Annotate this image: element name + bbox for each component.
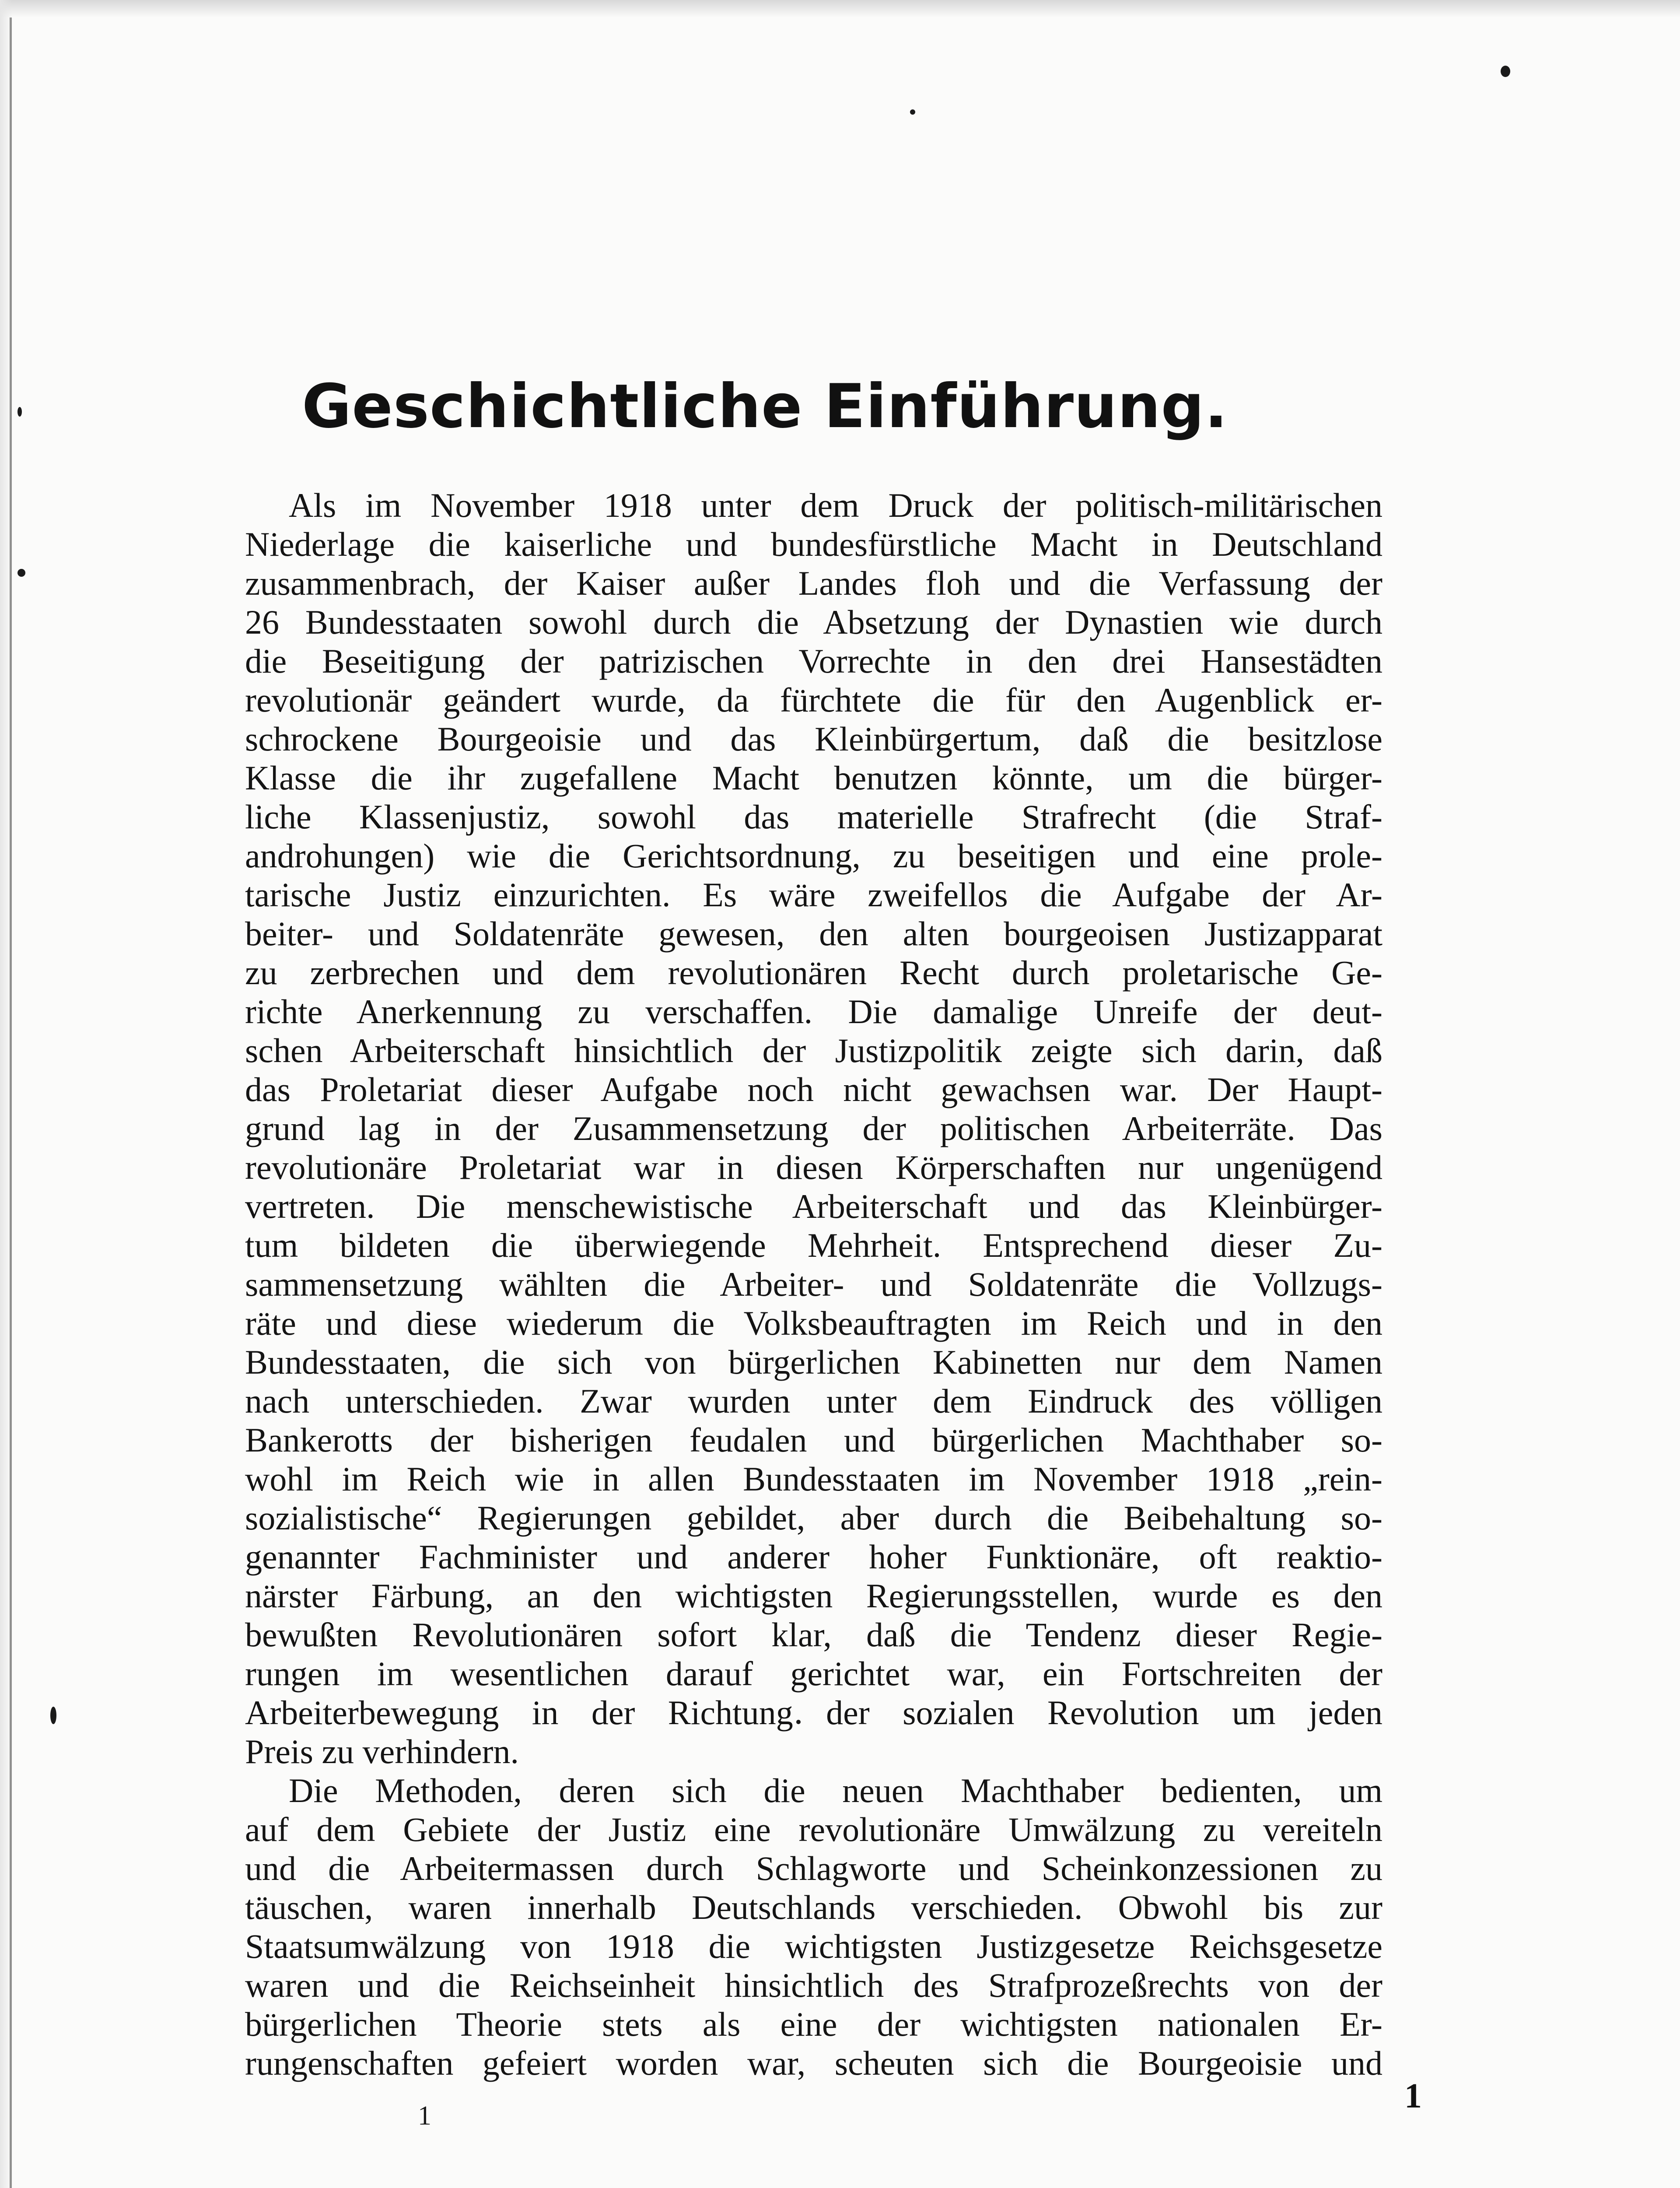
text-line: Bundesstaaten, die sich von bürgerlichen Kabinetten nur dem Namen <box>245 1343 1382 1381</box>
text-line: revolutionäre Proletariat war in diesen Körperschaften nur ungenügend <box>245 1148 1382 1186</box>
text-line: revolutionär geändert wurde, da fürchtete die für den Augenblick er- <box>245 681 1382 719</box>
text-line: Arbeiterbewegung in der Richtung der sozialen Revolution um jeden <box>245 1694 1382 1732</box>
ink-speck <box>910 109 915 115</box>
signature-mark: 1 <box>418 2101 431 2131</box>
text-line: bürgerlichen Theorie stets als eine der wichtigsten nationalen Er- <box>245 2005 1382 2043</box>
ink-speck <box>50 1707 56 1724</box>
text-line: Staatsumwälzung von 1918 die wichtigsten Justizgesetze Reichsgesetze <box>245 1927 1382 1965</box>
text-line: närster Färbung, an den wichtigsten Regierungsstellen, wurde es den <box>245 1577 1382 1615</box>
text-line: zusammenbrach, der Kaiser außer Landes floh und die Verfassung der <box>245 564 1382 602</box>
text-line: vertreten. Die menschewistische Arbeiterschaft und das Kleinbürger- <box>245 1187 1382 1225</box>
ink-speck <box>18 407 22 417</box>
text-line: genannter Fachminister und anderer hoher Funktionäre, oft reaktio- <box>245 1538 1382 1576</box>
paragraph-2 <box>245 1771 1382 2083</box>
text-line: bewußten Revolutionären sofort klar, daß die Tendenz dieser Regie- <box>245 1616 1382 1654</box>
text-line: 26 Bundesstaaten sowohl durch die Absetzung der Dynastien wie durch <box>245 603 1382 641</box>
text-line: schrockene Bourgeoisie und das Kleinbürgertum, daß die besitzlose <box>245 720 1382 758</box>
text-line: sozialistische“ Regierungen gebildet, aber durch die Beibehaltung so- <box>245 1499 1382 1537</box>
text-line: beiter- und Soldatenräte gewesen, den alten bourgeoisen Justizapparat <box>245 915 1382 953</box>
text-line: tum bildeten die überwiegende Mehrheit. Entsprechend dieser Zu- <box>245 1226 1382 1264</box>
ink-speck <box>1501 66 1510 77</box>
text-line: zu zerbrechen und dem revolutionären Recht durch proletarische Ge- <box>245 954 1382 992</box>
text-line: rungenschaften gefeiert worden war, scheuten sich die Bourgeoisie und <box>245 2044 1382 2082</box>
text-line: grund lag in der Zusammensetzung der politischen Arbeiterräte. Das <box>245 1109 1382 1147</box>
text-line: schen Arbeiterschaft hinsichtlich der Justizpolitik zeigte sich darin, daß <box>245 1031 1382 1069</box>
text-line: sammensetzung wählten die Arbeiter- und Soldatenräte die Vollzugs- <box>245 1265 1382 1303</box>
text-line: Klasse die ihr zugefallene Macht benutzen könnte, um die bürger- <box>245 759 1382 797</box>
text-line: Niederlage die kaiserliche und bundesfürstliche Macht in Deutschland <box>245 525 1382 563</box>
text-line: Preis zu verhindern. <box>245 1732 519 1771</box>
text-line: richte Anerkennung zu verschaffen. Die damalige Unreife der deut- <box>245 992 1382 1031</box>
text-line: liche Klassenjustiz, sowohl das materielle Strafrecht (die Straf- <box>245 798 1382 836</box>
text-line: tarische Justiz einzurichten. Es wäre zweifellos die Aufgabe der Ar- <box>245 876 1382 914</box>
text-line: waren und die Reichseinheit hinsichtlich des Strafprozeßrechts von der <box>245 1966 1382 2004</box>
text-line: wohl im Reich wie in allen Bundesstaaten im November 1918 „rein- <box>245 1460 1382 1498</box>
text-line: Bankerotts der bisherigen feudalen und bürgerlichen Machthaber so- <box>245 1421 1382 1459</box>
text-line: auf dem Gebiete der Justiz eine revolutionäre Umwälzung zu vereiteln <box>245 1810 1382 1848</box>
scan-edge-top <box>0 0 1680 18</box>
page-title: Geschichtliche Einführung. <box>302 371 1228 442</box>
text-line: und die Arbeitermassen durch Schlagworte und Scheinkonzessionen zu <box>245 1849 1382 1887</box>
text-line: nach unterschieden. Zwar wurden unter dem Eindruck des völligen <box>245 1382 1382 1420</box>
body-text <box>245 486 1382 2083</box>
text-line: androhungen) wie die Gerichtsordnung, zu beseitigen und eine prole- <box>245 837 1382 875</box>
text-line: rungen im wesentlichen darauf gerichtet war, ein Fortschreiten der <box>245 1655 1382 1693</box>
page-number: 1 <box>1404 2077 1422 2115</box>
ink-speck <box>18 569 25 577</box>
binding-shadow <box>10 18 12 2188</box>
paragraph-1 <box>245 486 1382 1771</box>
text-line: täuschen, waren innerhalb Deutschlands verschieden. Obwohl bis zur <box>245 1888 1382 1926</box>
text-line: das Proletariat dieser Aufgabe noch nicht gewachsen war. Der Haupt- <box>245 1070 1382 1108</box>
text-line: die Beseitigung der patrizischen Vorrechte in den drei Hansestädten <box>245 642 1382 680</box>
text-line: Die Methoden, deren sich die neuen Machthaber bedienten, um <box>289 1771 1382 1809</box>
text-line: Als im November 1918 unter dem Druck der politisch-militärischen <box>289 486 1382 524</box>
text-line: räte und diese wiederum die Volksbeauftragten im Reich und in den <box>245 1304 1382 1342</box>
